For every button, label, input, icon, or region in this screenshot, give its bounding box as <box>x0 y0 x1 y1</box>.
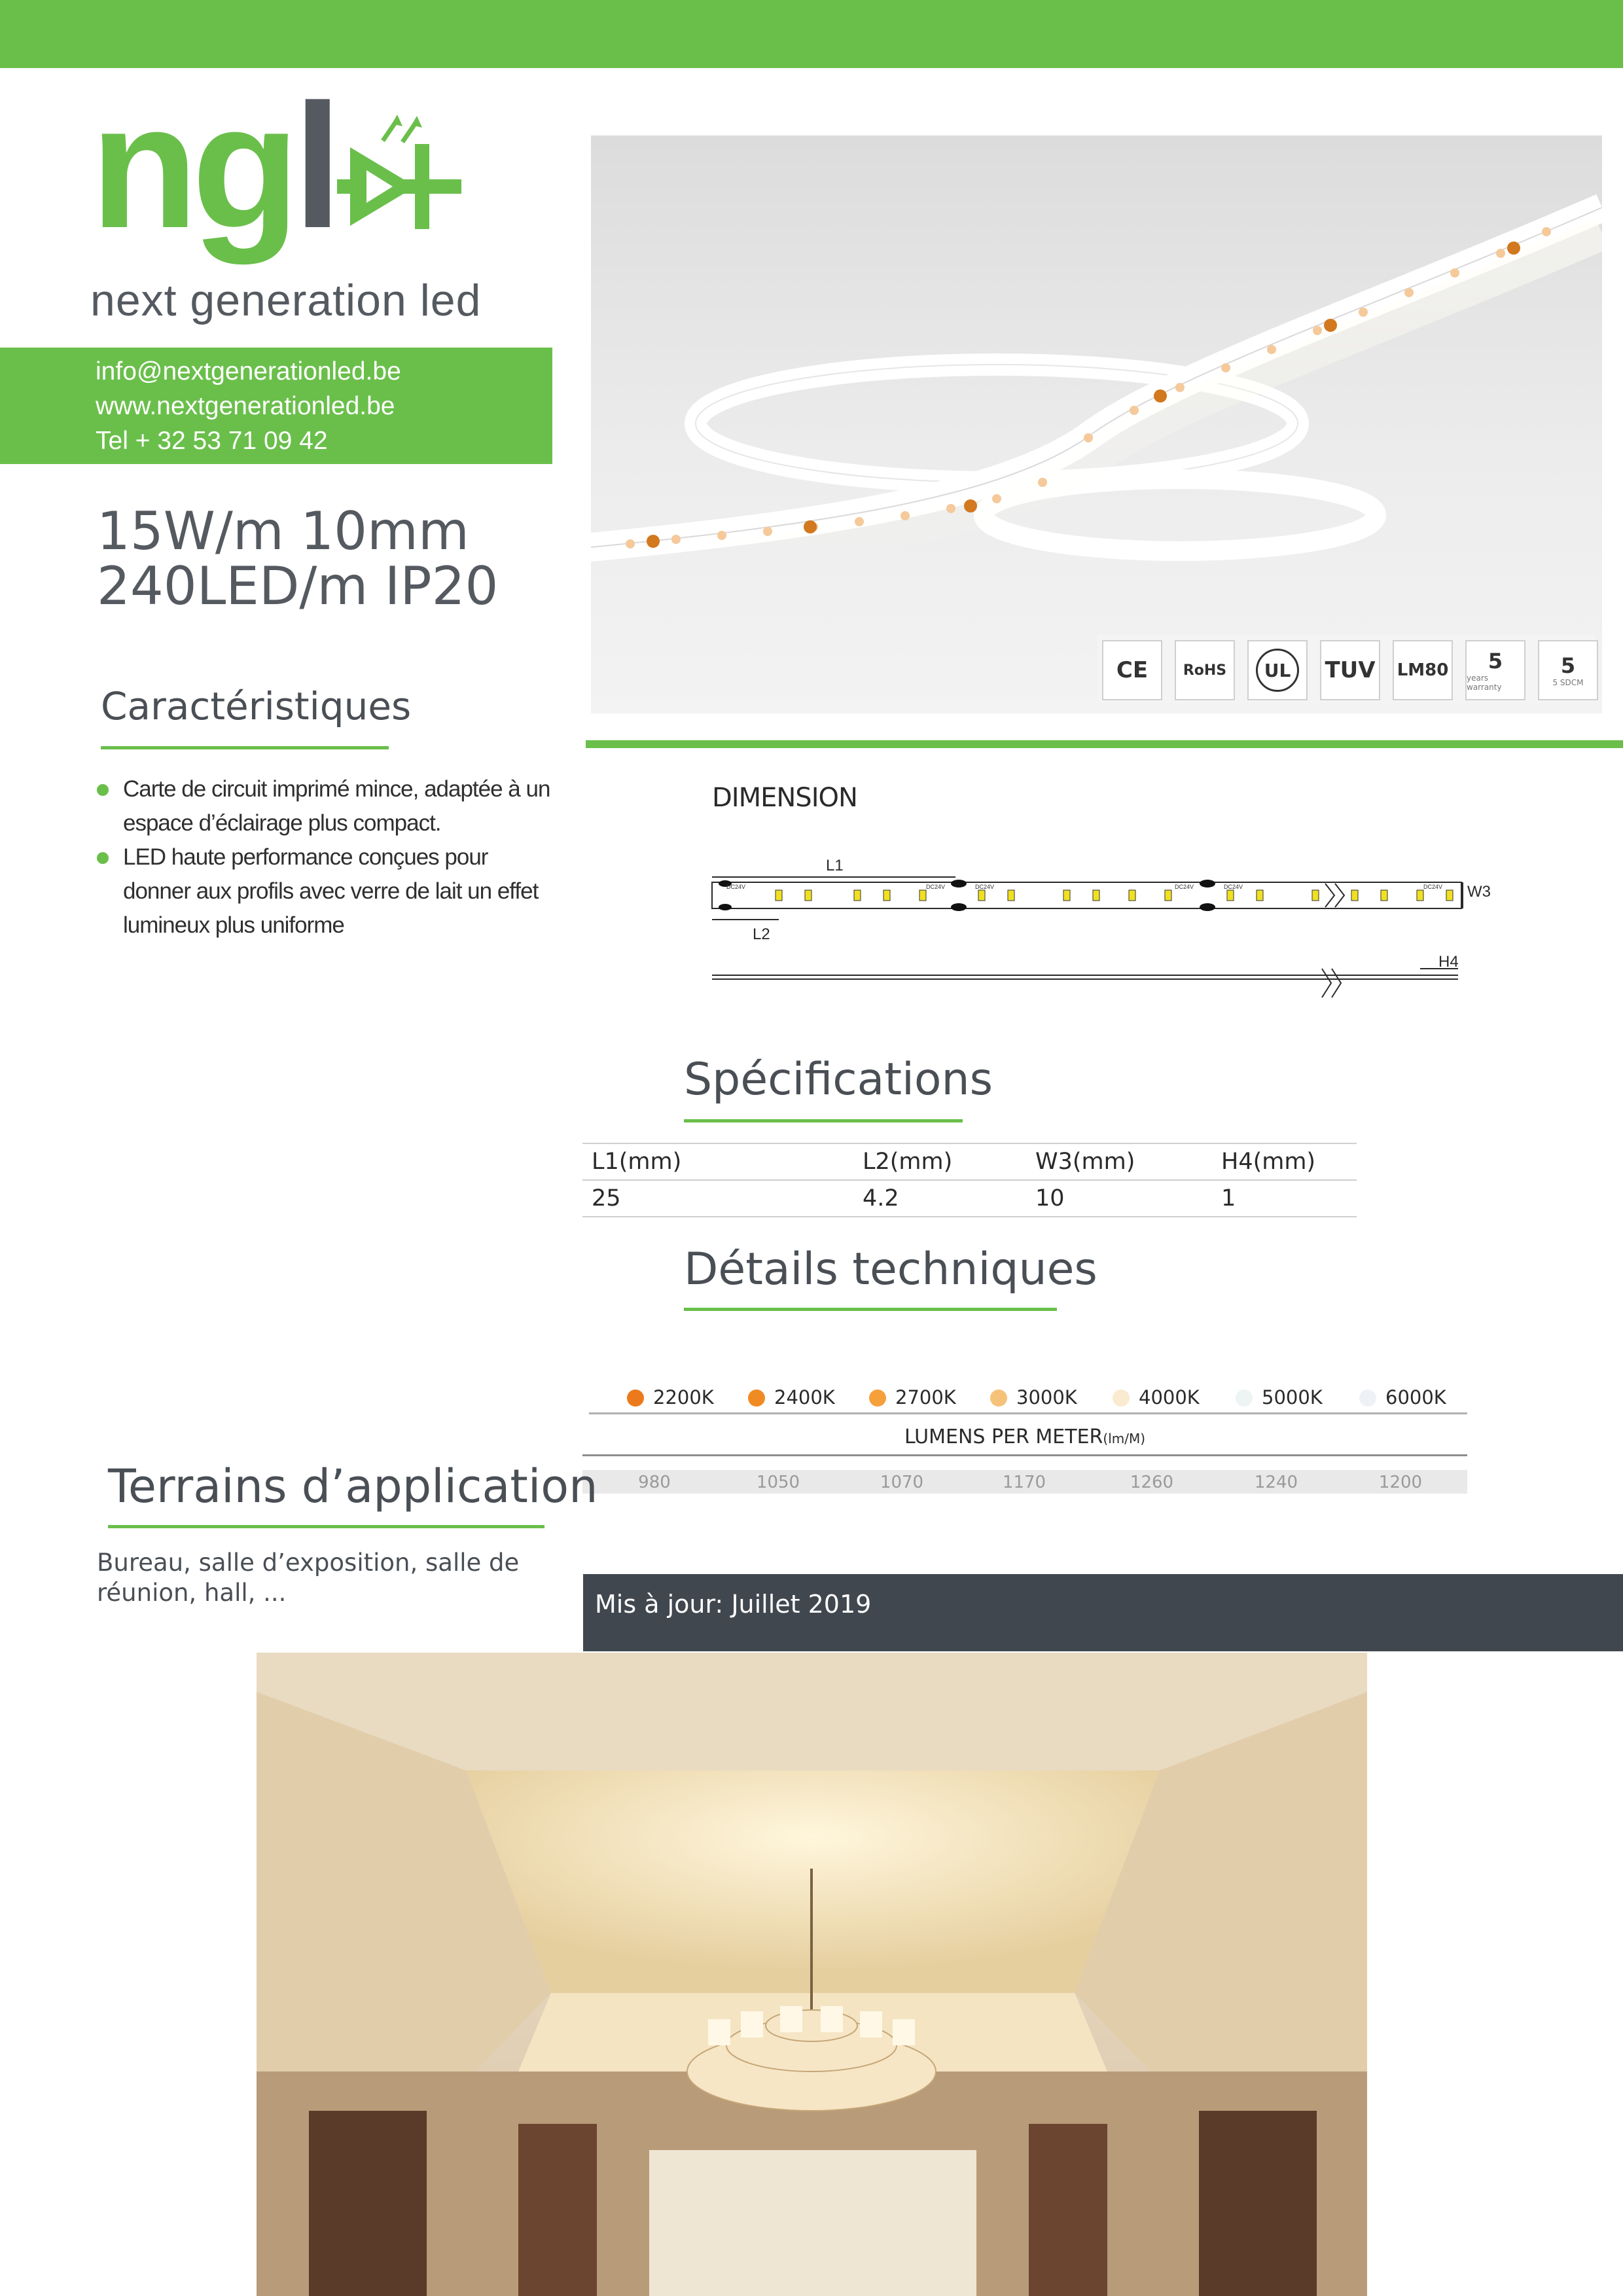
section-divider <box>586 740 1623 748</box>
svg-text:DC24V: DC24V <box>1224 884 1243 890</box>
bullet-dot-icon <box>97 852 109 864</box>
table-header-cell: W3(mm) <box>1026 1143 1212 1180</box>
application-photo <box>257 1653 1367 2296</box>
table-row <box>582 1180 1357 1217</box>
table-cell: 25 <box>582 1180 853 1217</box>
dim-label-h4: H4 <box>1438 953 1459 971</box>
temp-swatch-icon <box>1359 1390 1376 1407</box>
dimension-drawing <box>707 844 1505 1014</box>
top-color-bar <box>0 0 1623 68</box>
dim-label-w3: W3 <box>1467 883 1491 901</box>
application-text: Bureau, salle d’exposition, salle de réunion, hall, ... <box>97 1549 520 1607</box>
table-cell: 1 <box>1212 1180 1357 1217</box>
application-heading: Terrains d’application <box>108 1460 598 1513</box>
tuv-icon: TUV <box>1320 640 1380 700</box>
technical-heading: Détails techniques <box>684 1244 1097 1295</box>
features-heading-underline <box>101 746 389 749</box>
temp-swatch-icon <box>1113 1390 1130 1407</box>
contact-phone[interactable]: Tel + 32 53 71 09 42 <box>96 427 328 455</box>
led-strip-illustration <box>591 135 1602 713</box>
specs-heading: Spécifications <box>684 1054 993 1105</box>
application-heading-underline <box>108 1525 544 1528</box>
table-header-cell: H4(mm) <box>1212 1143 1357 1180</box>
table-header-cell: L2(mm) <box>853 1143 1026 1180</box>
svg-text:DC24V: DC24V <box>1423 884 1443 890</box>
ce-mark-icon: CE <box>1102 640 1162 700</box>
brand-tagline: next generation led <box>90 276 482 325</box>
temp-item: 5000K <box>1236 1386 1323 1408</box>
lm80-icon: LM80 <box>1393 640 1453 700</box>
color-temperature-legend <box>589 1386 1467 1414</box>
temp-swatch-icon <box>990 1390 1007 1407</box>
feature-item: Carte de circuit imprimé mince, adaptée à un espace d’éclairage plus compact. <box>97 772 555 840</box>
product-title-line1: 15W/m 10mm <box>97 501 469 562</box>
sdcm-icon: 5 5 SDCM <box>1538 640 1598 700</box>
temp-item: 4000K <box>1113 1386 1200 1408</box>
lumens-value: 1170 <box>1002 1473 1046 1492</box>
updated-text: Mis à jour: Juillet 2019 <box>595 1590 872 1619</box>
features-heading: Caractéristiques <box>101 684 412 728</box>
dim-label-l2: L2 <box>753 925 770 943</box>
table-header-row <box>582 1143 1357 1180</box>
table-cell: 4.2 <box>853 1180 1026 1217</box>
lumens-divider <box>582 1454 1467 1456</box>
lumens-value: 1070 <box>880 1473 924 1492</box>
features-list <box>97 772 555 942</box>
temp-swatch-icon <box>748 1390 765 1407</box>
technical-heading-underline <box>684 1308 1057 1311</box>
updated-banner <box>583 1574 1623 1651</box>
contact-box <box>0 348 552 464</box>
product-title-line2: 240LED/m IP20 <box>97 556 499 617</box>
temp-swatch-icon <box>869 1390 886 1407</box>
lumens-value: 980 <box>638 1473 671 1492</box>
lumens-value: 1260 <box>1130 1473 1174 1492</box>
product-photo <box>591 135 1602 713</box>
warranty-shield-icon: 5 years warranty <box>1465 640 1525 700</box>
brand-logo: ngl <box>90 68 336 265</box>
led-logo-icon <box>337 115 461 239</box>
contact-email[interactable]: info@nextgenerationled.be <box>96 357 401 386</box>
rohs-icon: RoHS <box>1175 640 1235 700</box>
feature-item: LED haute performance conçues pour donner aux profils avec verre de lait un effet lumineux plus uniforme <box>97 840 555 942</box>
temp-item: 6000K <box>1359 1386 1446 1408</box>
temp-item: 2700K <box>869 1386 956 1408</box>
lumens-heading: LUMENS PER METER(lm/M) <box>904 1426 1146 1448</box>
svg-text:DC24V: DC24V <box>926 884 946 890</box>
temp-swatch-icon <box>1236 1390 1253 1407</box>
svg-text:DC24V: DC24V <box>1175 884 1194 890</box>
temp-item: 3000K <box>990 1386 1077 1408</box>
dim-label-l1: L1 <box>826 857 844 874</box>
lumens-value: 1050 <box>756 1473 800 1492</box>
product-title <box>97 501 499 617</box>
lumens-value: 1240 <box>1254 1473 1298 1492</box>
specs-table <box>582 1143 1357 1217</box>
temp-swatch-icon <box>627 1390 644 1407</box>
certification-badges <box>1097 635 1595 703</box>
table-cell: 10 <box>1026 1180 1212 1217</box>
dimension-heading: DIMENSION <box>712 783 857 813</box>
svg-text:DC24V: DC24V <box>975 884 995 890</box>
svg-text:DC24V: DC24V <box>726 884 746 890</box>
ul-icon: UL <box>1247 640 1308 700</box>
specs-heading-underline <box>684 1119 963 1122</box>
table-header-cell: L1(mm) <box>582 1143 853 1180</box>
temp-item: 2200K <box>627 1386 714 1408</box>
contact-website[interactable]: www.nextgenerationled.be <box>96 392 395 420</box>
temp-item: 2400K <box>748 1386 835 1408</box>
bullet-dot-icon <box>97 784 109 796</box>
ceiling-room-illustration <box>257 1653 1367 2296</box>
lumens-value: 1200 <box>1378 1473 1423 1492</box>
